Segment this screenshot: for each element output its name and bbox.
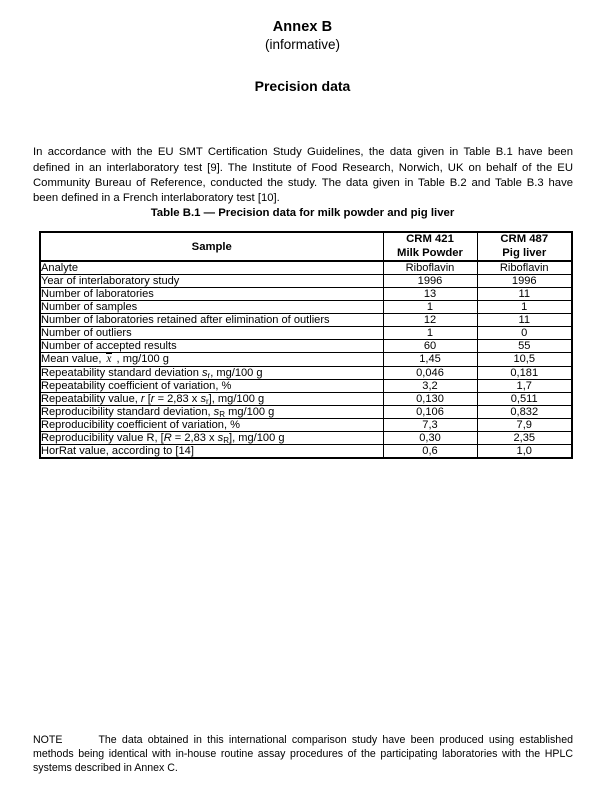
table-row (41, 301, 571, 314)
cell-crm487: 11 (477, 288, 571, 301)
column-header-crm421-line1: CRM 421 (406, 233, 454, 245)
cell-crm487: Riboflavin (477, 261, 571, 275)
row-label: Reproducibility value R, [R = 2,83 x $s_R$], mg/100 g (41, 431, 383, 444)
cell-crm487: 1,0 (477, 444, 571, 457)
annex-title: Annex B (272, 19, 333, 35)
cell-crm487: 0,181 (477, 366, 571, 379)
row-label: Number of accepted results (41, 340, 383, 353)
s-subscript: r (205, 397, 209, 407)
table-row (41, 405, 571, 418)
cell-crm421: 7,3 (383, 418, 477, 431)
cell-crm421: 60 (383, 340, 477, 353)
table-row (41, 418, 571, 431)
R-symbol: R (163, 431, 172, 444)
cell-crm421: 13 (383, 288, 477, 301)
table-row (41, 431, 571, 444)
cell-crm421: 1,45 (383, 353, 477, 367)
note-text: The data obtained in this international comparison study have been produced using established methods being identical with in-house routine assay procedures of the participating laboratories with the HPLC systems described in Annex C. (33, 733, 573, 774)
table-caption: Table B.1 — Precision data for milk powder and pig liver (150, 207, 455, 219)
s-symbol: s (200, 392, 206, 405)
row-label: Number of laboratories (41, 288, 383, 301)
cell-crm487: 2,35 (477, 431, 571, 444)
row-label: Mean value, x , mg/100 g (41, 353, 383, 367)
precision-table (41, 233, 571, 457)
cell-crm487: 0 (477, 327, 571, 340)
column-header-sample: Sample (41, 233, 383, 261)
cell-crm421: 0,106 (383, 405, 477, 418)
cell-crm487: 1996 (477, 275, 571, 288)
row-label: Analyte (41, 261, 383, 275)
table-row (41, 340, 571, 353)
table-row (41, 353, 571, 367)
row-label: HorRat value, according to [14] (41, 444, 383, 457)
s-symbol: s (201, 366, 208, 379)
cell-crm421: 3,2 (383, 379, 477, 392)
precision-table-frame (39, 231, 573, 459)
cell-crm421: 1 (383, 327, 477, 340)
table-row (41, 261, 571, 275)
cell-crm421: 1 (383, 301, 477, 314)
cell-crm421: 0,130 (383, 392, 477, 405)
cell-crm487: 0,511 (477, 392, 571, 405)
table-head (41, 233, 571, 261)
cell-crm487: 0,832 (477, 405, 571, 418)
cell-crm421: 12 (383, 314, 477, 327)
s-subscript: R (223, 436, 229, 446)
row-label: Repeatability value, r [r = 2,83 x $s_r$], mg/100 g (41, 392, 383, 405)
table-body (41, 261, 571, 457)
cell-crm421: 0,6 (383, 444, 477, 457)
table-row (41, 314, 571, 327)
row-label: Reproducibility coefficient of variation, % (41, 418, 383, 431)
cell-crm421: Riboflavin (383, 261, 477, 275)
table-row (41, 379, 571, 392)
section-title: Precision data (254, 78, 351, 94)
s-symbol: s (217, 431, 224, 444)
s-subscript: R (219, 410, 225, 420)
row-label: Number of samples (41, 301, 383, 314)
cell-crm487: 55 (477, 340, 571, 353)
table-row (41, 288, 571, 301)
table-header-row (41, 233, 571, 261)
cell-crm487: 11 (477, 314, 571, 327)
r-symbol: r (150, 392, 155, 405)
x-bar-symbol: x (106, 353, 112, 365)
column-header-crm487 (477, 233, 571, 261)
annex-subtitle: (informative) (264, 37, 340, 52)
s-subscript: r (207, 371, 211, 381)
column-header-crm487-line2: Pig liver (502, 246, 547, 259)
row-label: Number of laboratories retained after elimination of outliers (41, 314, 383, 327)
cell-crm487: 1,7 (477, 379, 571, 392)
note-label: NOTE (33, 733, 63, 746)
row-label: Reproducibility standard deviation, $s_R$ mg/100 g (41, 405, 383, 418)
table-row (41, 444, 571, 457)
table-row (41, 366, 571, 379)
row-label: Repeatability coefficient of variation, % (41, 379, 383, 392)
row-label: Repeatability standard deviation $s_r$, mg/100 g (41, 366, 383, 379)
s-symbol: s (213, 405, 220, 418)
cell-crm487: 7,9 (477, 418, 571, 431)
cell-crm421: 1996 (383, 275, 477, 288)
cell-crm421: 0,046 (383, 366, 477, 379)
row-label: Number of outliers (41, 327, 383, 340)
column-header-crm487-line1: CRM 487 (500, 233, 549, 245)
cell-crm487: 1 (477, 301, 571, 314)
column-header-crm421-line2: Milk Powder (397, 246, 463, 259)
intro-paragraph: In accordance with the EU SMT Certification Study Guidelines, the data given in Table B.1 have been defined in an interlaboratory test [9]. The Institute of Food Research, Norwich, UK on behalf of the EU Community Bureau of Reference, conducted the study. The data given in Table B.2 and Table B.3 have been defined in a French interlaboratory test [10]. (33, 146, 573, 204)
table-row (41, 327, 571, 340)
row-label: Year of interlaboratory study (41, 275, 383, 288)
cell-crm487: 10,5 (477, 353, 571, 367)
cell-crm421: 0,30 (383, 431, 477, 444)
column-header-crm421 (383, 233, 477, 261)
table-row (41, 392, 571, 405)
table-row (41, 275, 571, 288)
note-paragraph (33, 733, 573, 776)
r-symbol: r (140, 392, 145, 405)
